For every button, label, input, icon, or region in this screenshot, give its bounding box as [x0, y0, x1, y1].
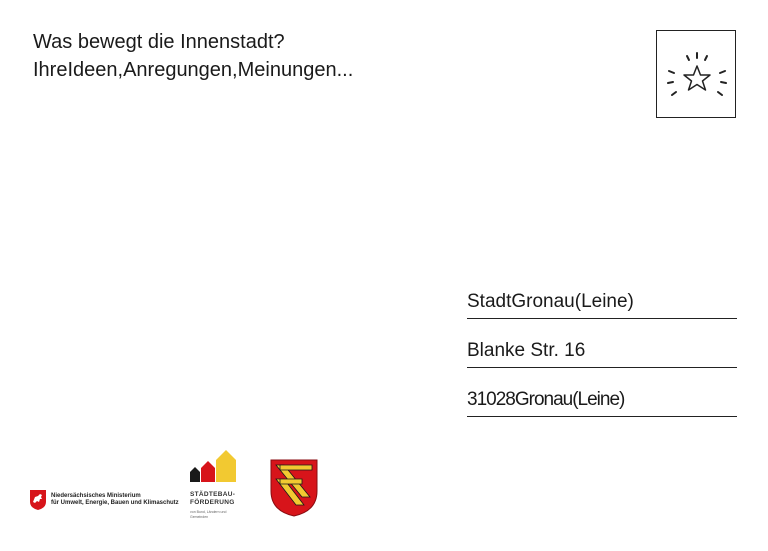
heading-line-1: Was bewegt die Innenstadt?: [33, 31, 285, 53]
houses-icon: [190, 450, 240, 482]
stamp-box: [656, 30, 736, 118]
ministry-logo: [30, 490, 179, 510]
address-line-1: StadtGronau(Leine): [467, 291, 737, 319]
staedtebau-title-1: STÄDTEBAU-: [190, 491, 236, 498]
staedtebau-sub-2: Gemeinden: [190, 514, 209, 519]
ministry-line-2: für Umwelt, Energie, Bauen und Klimaschutz: [51, 500, 179, 506]
address-street: [467, 340, 737, 368]
coat-of-arms-icon: [270, 459, 318, 517]
address-line-2: Blanke Str. 16: [467, 340, 737, 368]
address-city: [467, 389, 737, 417]
address-line-3: 31028Gronau(Leine): [467, 389, 737, 417]
card-heading: [33, 28, 353, 84]
star-sparkle-icon: [657, 31, 737, 119]
heading-line-2: IhreIdeen,Anregungen,Meinungen...: [33, 59, 354, 81]
lower-saxony-horse-icon: [30, 490, 46, 510]
staedtebau-sub-1: von Bund, Ländern und: [190, 510, 227, 514]
ministry-line-1: Niedersächsisches Ministerium: [51, 492, 141, 499]
address-recipient: [467, 291, 737, 319]
staedtebau-title-2: FÖRDERUNG: [190, 499, 235, 506]
gronau-crest: [270, 459, 318, 522]
staedtebau-logo: [190, 450, 250, 519]
